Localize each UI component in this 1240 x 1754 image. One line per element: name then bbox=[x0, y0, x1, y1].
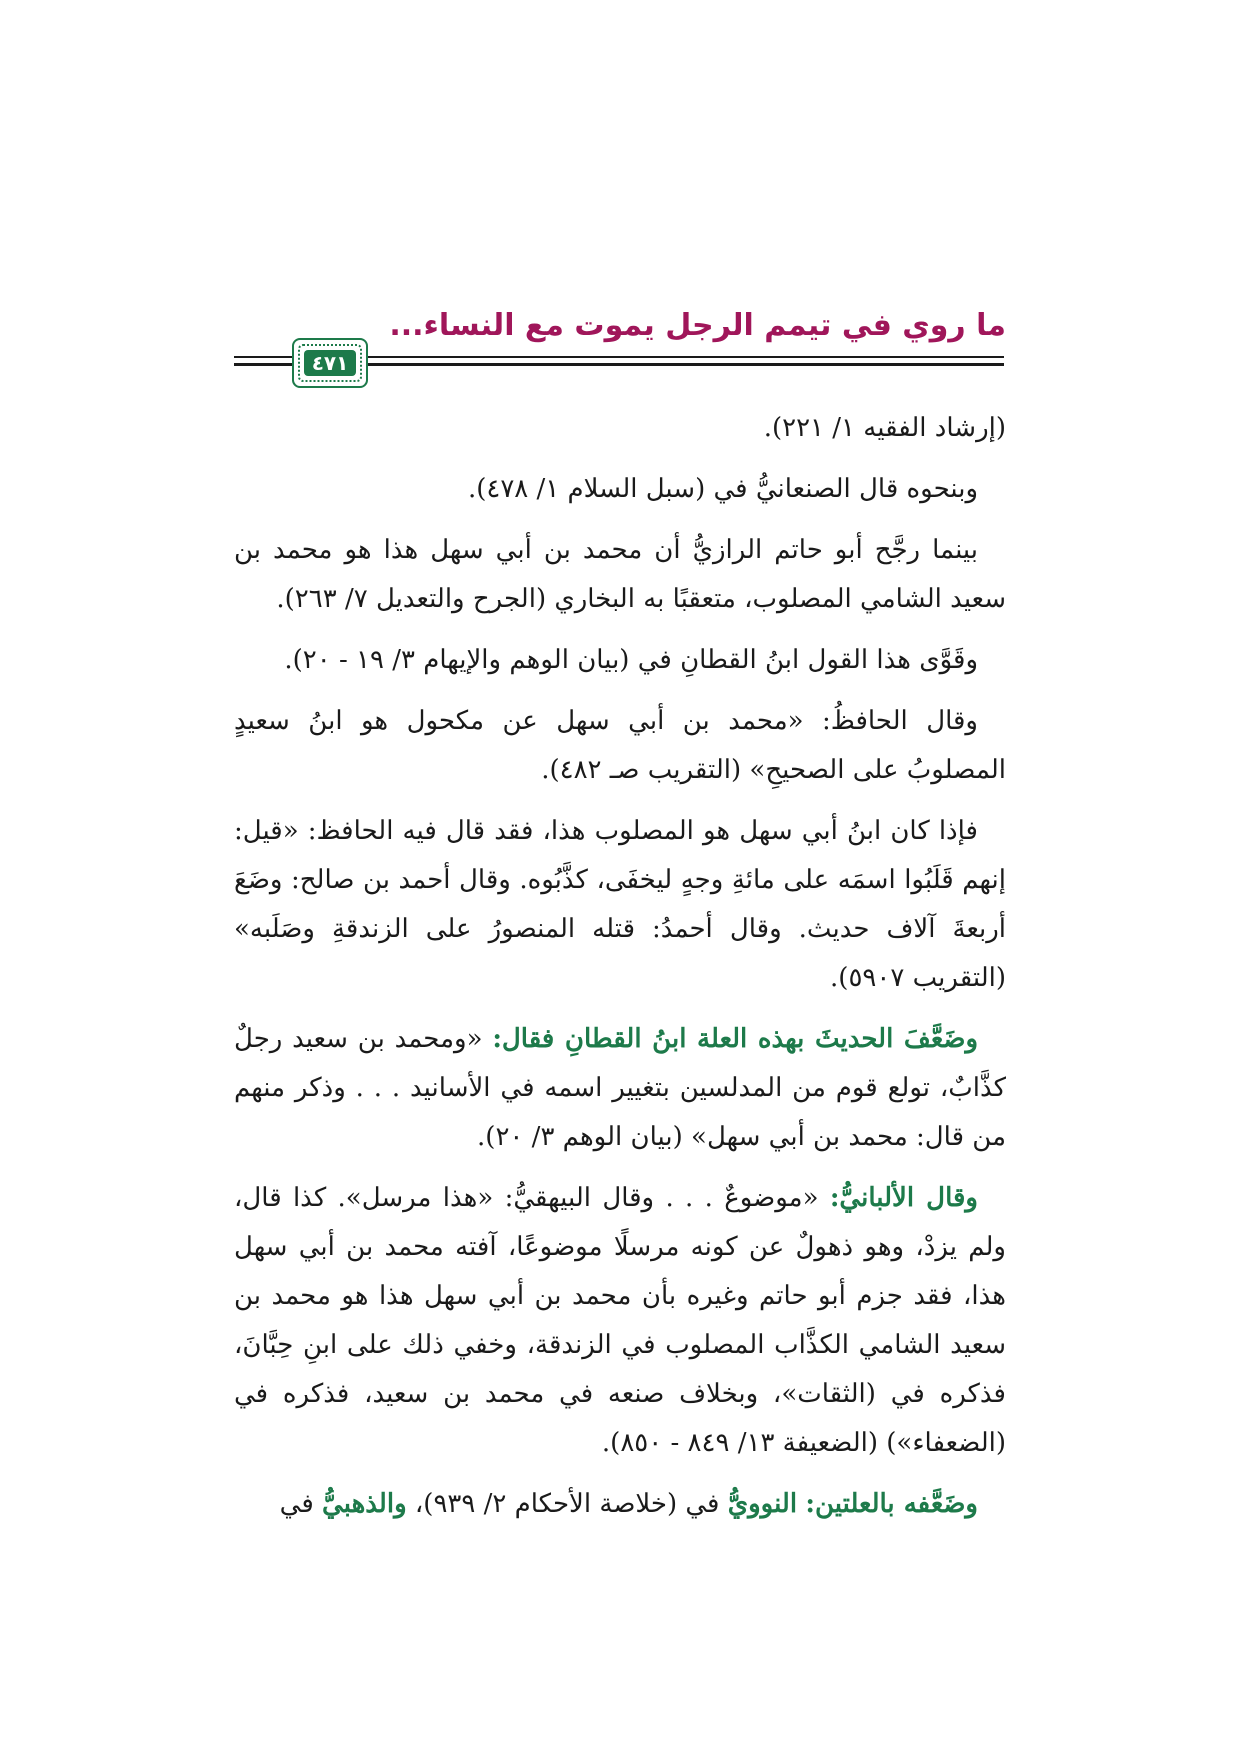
highlight-label: وضَعَّفه بالعلتين: bbox=[805, 1489, 978, 1519]
page-body bbox=[234, 404, 1006, 1541]
highlight-label: وضَعَّفَ الحديثَ بهذه العلة ابنُ القطانِ فقال: bbox=[492, 1024, 979, 1054]
paragraph: وقال الحافظُ: «محمد بن أبي سهل عن مكحول هو ابنُ سعيدٍ المصلوبُ على الصحيحِ» (التقريب صـ ٤٨٢). bbox=[234, 706, 1006, 785]
header-rule-right bbox=[368, 356, 1004, 368]
highlight-name: النوويُّ bbox=[727, 1489, 798, 1519]
paragraph-citation: (إرشاد الفقيه ١/ ٢٢١). bbox=[763, 413, 1006, 443]
paragraph: وقَوَّى هذا القول ابنُ القطانِ في (بيان الوهم والإيهام ٣/ ١٩ - ٢٠). bbox=[284, 645, 978, 675]
paragraph-text: في (خلاصة الأحكام ٢/ ٩٣٩)، bbox=[406, 1489, 728, 1519]
paragraph: بينما رجَّح أبو حاتم الرازيُّ أن محمد بن أبي سهل هذا هو محمد بن سعيد الشامي المصلوب، متعقبًا به البخاري (الجرح والتعديل ٧/ ٢٦٣). bbox=[234, 535, 1006, 614]
header-rule-left bbox=[234, 356, 292, 368]
paragraph-ibn-al-qattan bbox=[234, 1015, 1006, 1162]
paragraph: فإذا كان ابنُ أبي سهل هو المصلوب هذا، فقد قال فيه الحافظ: «قيل: إنهم قَلَبُوا اسمَه على مائةِ وجهٍ ليخفَى، كذَّبُوه. وقال أحمد بن صالح: وضَعَ أربعةَ آلاف حديث. وقال أحمدُ: قتله المنصورُ على الزندقةِ وصَلَبه» (التقريب ٥٩٠٧). bbox=[234, 816, 1006, 993]
paragraph-text: «ومحمد بن سعيد رجلٌ كذَّابٌ، تولع قوم من المدلسين بتغيير اسمه في الأسانيد . . . وذكر منهم من قال: محمد بن أبي سهل» (بيان الوهم ٣/ ٢٠). bbox=[234, 1024, 1006, 1152]
paragraph-albani bbox=[234, 1174, 1006, 1468]
page-number-ornament bbox=[292, 338, 368, 388]
page-header bbox=[0, 300, 1240, 390]
paragraph-text: «موضوعٌ . . . وقال البيهقيُّ: «هذا مرسل». كذا قال، ولم يزدْ، وهو ذهولٌ عن كونه مرسلًا موضوعًا، آفته محمد بن أبي سهل هذا، فقد جزم أبو حاتم وغيره بأن محمد بن أبي سهل هذا هو محمد بن سعيد الشامي الكذَّاب المصلوب في الزندقة، وخفي ذلك على ابنِ حِبَّانَ، فذكره في (الثقات»، وبخلاف صنعه في محمد بن سعيد، فذكره في (الضعفاء») (الضعيفة ١٣/ ٨٤٩ - ٨٥٠). bbox=[234, 1183, 1006, 1458]
paragraph-text: في bbox=[279, 1489, 323, 1519]
highlight-name: والذهبيُّ bbox=[322, 1489, 407, 1519]
running-title: ما روي في تيمم الرجل يموت مع النساء... bbox=[389, 308, 1006, 343]
page-number: ٤٧١ bbox=[304, 350, 357, 376]
paragraph: وبنحوه قال الصنعانيُّ في (سبل السلام ١/ ٤٧٨). bbox=[467, 474, 978, 504]
highlight-label: وقال الألبانيُّ: bbox=[829, 1183, 978, 1213]
paragraph-two-causes bbox=[234, 1480, 1006, 1529]
